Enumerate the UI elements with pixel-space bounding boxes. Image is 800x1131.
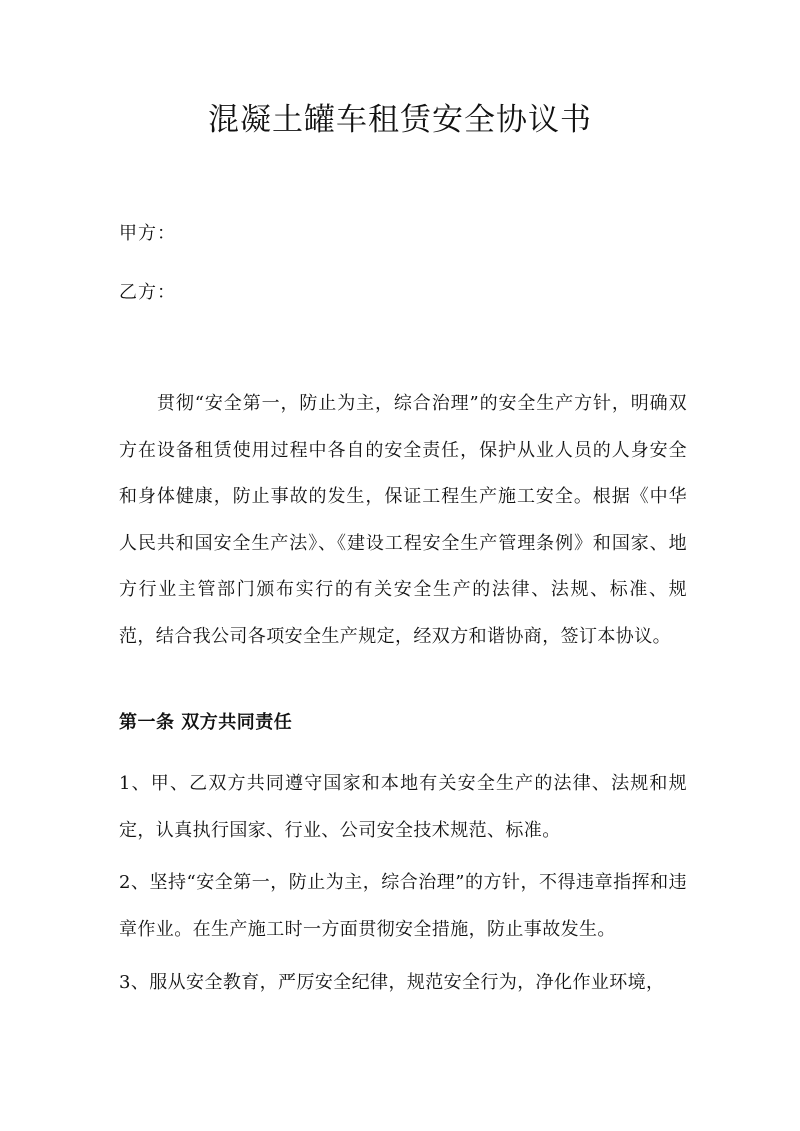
document-title: 混凝土罐车租赁安全协议书	[208, 102, 592, 138]
article-1-item-3: 3、服从安全教育，严厉安全纪律，规范安全行为，净化作业环境，	[119, 972, 665, 993]
article-1-heading: 第一条 双方共同责任	[119, 712, 293, 733]
party-b-label: 乙方：	[119, 282, 176, 303]
article-1-item-2: 2、坚持“安全第一，防止为主，综合治理”的方针，不得违章指挥和违章作业。在生产施工时一方面贯彻安全措施，防止事故发生。	[119, 872, 687, 940]
intro-paragraph: 贯彻“安全第一，防止为主，综合治理”的安全生产方针，明确双方在设备租赁使用过程中各自的安全责任，保护从业人员的人身安全和身体健康，防止事故的发生，保证工程生产施工安全。根据《中华人民共和国安全生产法》、《建设工程安全生产管理条例》和国家、地方行业主管部门颁布实行的有关安全生产的法律、法规、标准、规范，结合我公司各项安全生产规定，经双方和谐协商，签订本协议。	[119, 393, 687, 647]
article-1-item-1: 1、甲、乙双方共同遵守国家和本地有关安全生产的法律、法规和规定，认真执行国家、行业、公司安全技术规范、标准。	[119, 773, 687, 841]
party-a-label: 甲方：	[119, 223, 176, 244]
